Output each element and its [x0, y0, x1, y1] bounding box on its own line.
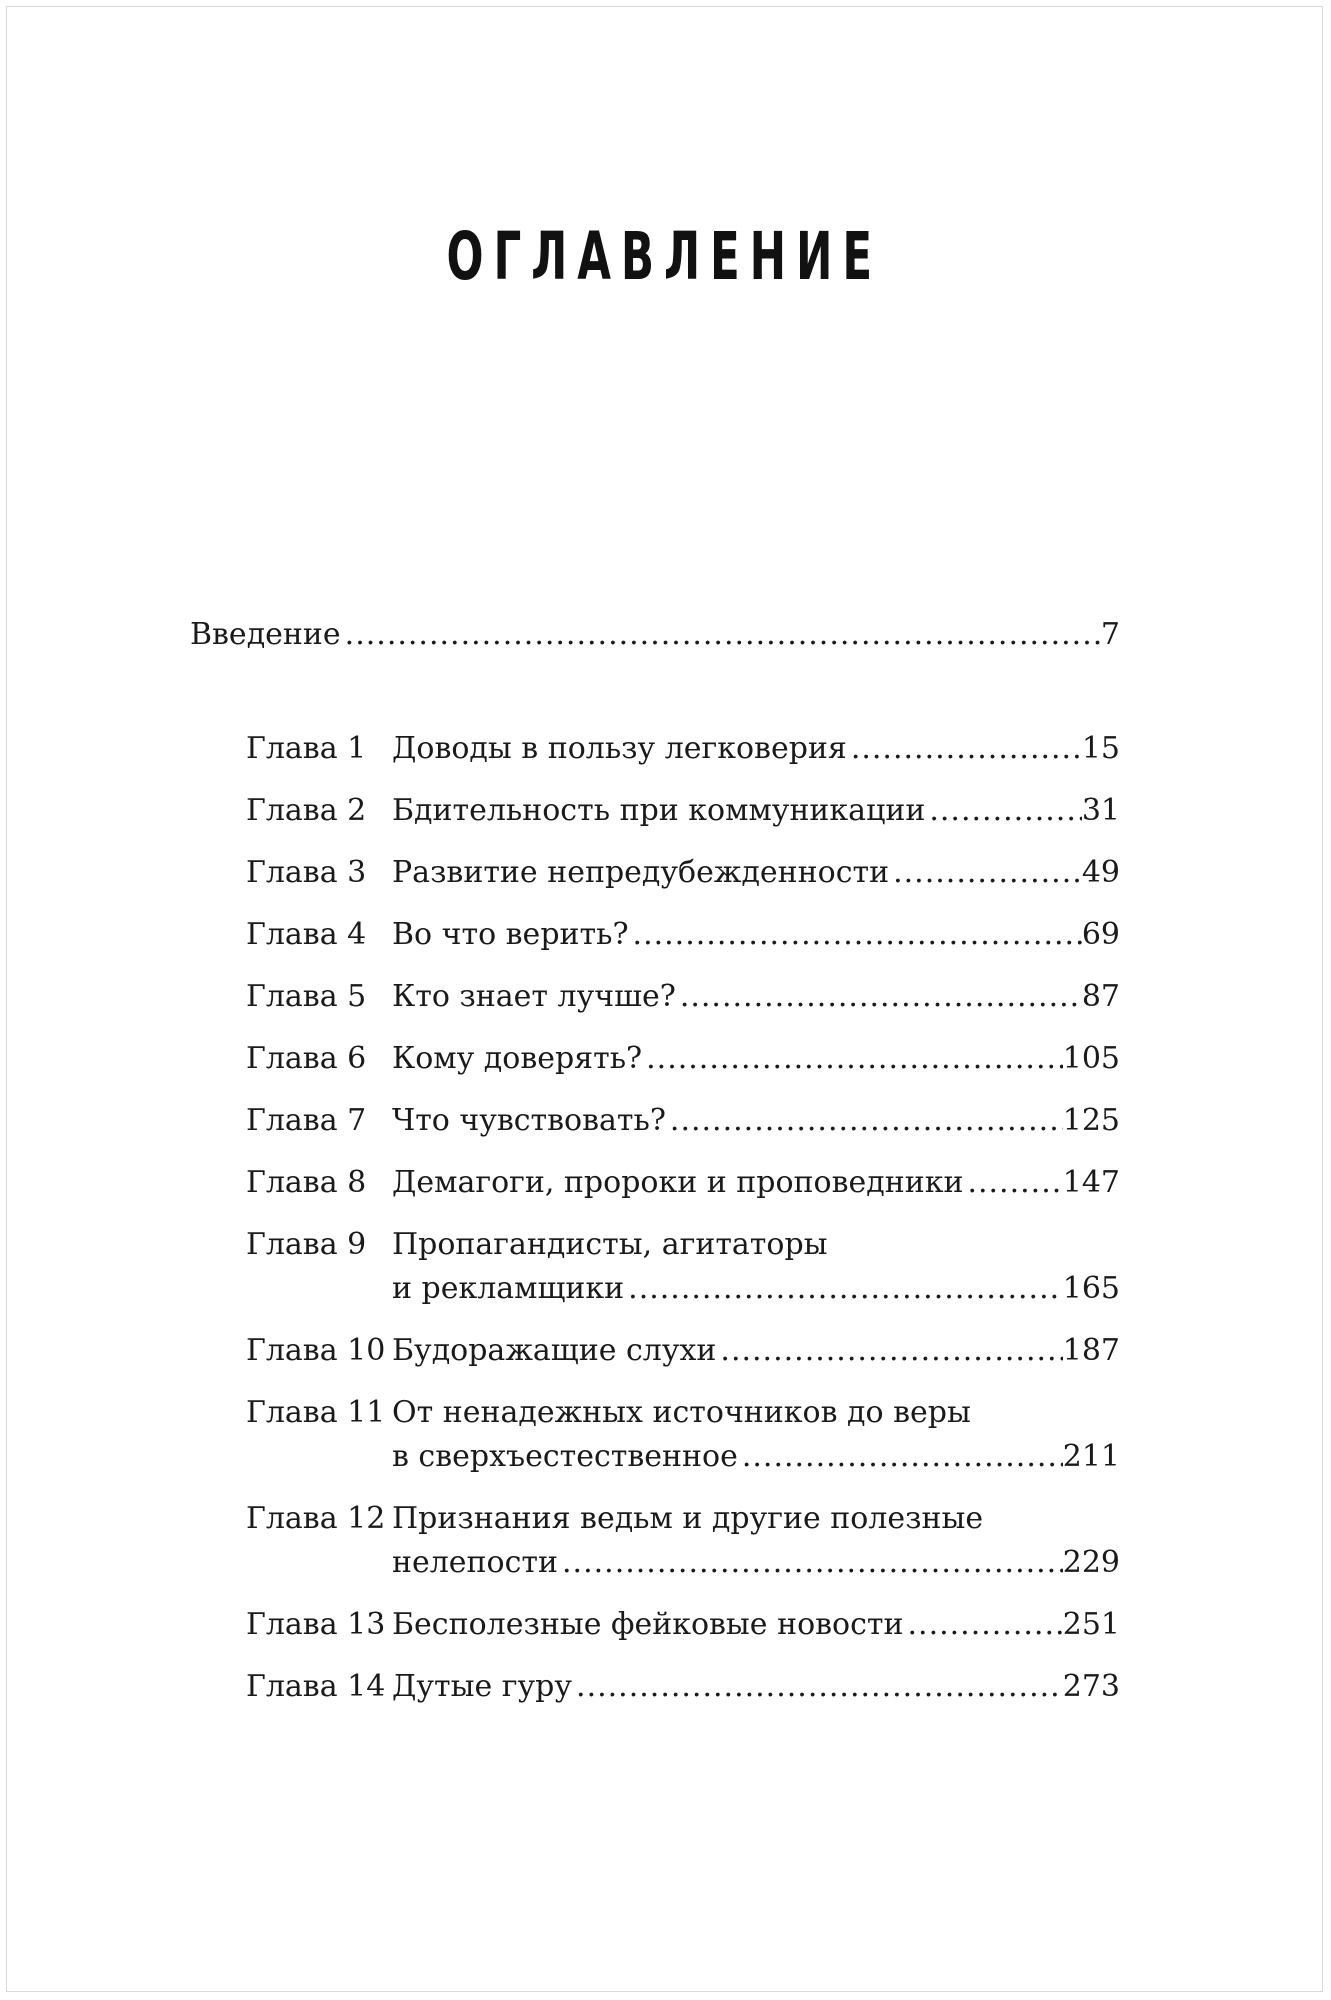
toc-chapter-entry: [246, 1037, 1120, 1081]
chapter-label: Глава 12: [246, 1501, 386, 1536]
chapter-page-number: 273: [1062, 1669, 1120, 1704]
chapter-label: Глава 10: [246, 1333, 386, 1368]
chapter-title-line: Пропагандисты, агитаторы: [392, 1227, 828, 1262]
chapter-title-block: [392, 1161, 1120, 1205]
chapter-title-line: [392, 727, 1120, 771]
dot-leader: [738, 1435, 1063, 1479]
dot-leader: [676, 975, 1082, 1019]
chapter-page-number: 69: [1081, 917, 1120, 952]
toc-chapter-entry: [246, 1223, 1120, 1311]
chapter-label: Глава 1: [246, 731, 367, 766]
chapter-title-line: [392, 851, 1120, 895]
dot-leader: [642, 1037, 1063, 1081]
toc-chapter-entry: [246, 1329, 1120, 1373]
chapter-page-number: 125: [1062, 1103, 1120, 1138]
chapter-label: Глава 5: [246, 979, 367, 1014]
dot-leader: [889, 851, 1082, 895]
chapter-page-number: 49: [1081, 855, 1120, 890]
chapter-label: Глава 7: [246, 1103, 367, 1138]
chapter-title-text: и рекламщики: [392, 1271, 625, 1306]
chapter-page-number: 211: [1062, 1439, 1120, 1474]
chapter-title-block: [392, 1223, 1120, 1311]
chapter-title-text: Кто знает лучше?: [392, 979, 676, 1014]
chapter-title-block: [392, 851, 1120, 895]
toc-chapter-entry: [246, 975, 1120, 1019]
chapter-title-line: От ненадежных источников до веры: [392, 1395, 971, 1430]
chapter-label: Глава 6: [246, 1041, 367, 1076]
chapter-label: Глава 3: [246, 855, 367, 890]
dot-leader: [847, 727, 1082, 771]
toc-chapter-entry: [246, 1665, 1120, 1709]
chapter-label: Глава 13: [246, 1607, 386, 1642]
dot-leader: [716, 1329, 1062, 1373]
chapter-title-text: Будоражащие слухи: [392, 1333, 717, 1368]
toc-intro-entry: [190, 617, 1120, 667]
chapter-title-line: [392, 1603, 1120, 1647]
chapter-label: Глава 14: [246, 1669, 386, 1704]
chapter-title-text: Кому доверять?: [392, 1041, 643, 1076]
chapter-title-line: Признания ведьм и другие полезные: [392, 1501, 984, 1536]
chapter-label: Глава 8: [246, 1165, 367, 1200]
toc-chapter-entry: [246, 1497, 1120, 1585]
chapter-title-line: [392, 913, 1120, 957]
chapter-page-number: 187: [1062, 1333, 1120, 1368]
chapter-title-line: [392, 1037, 1120, 1081]
toc-chapter-entry: [246, 1603, 1120, 1647]
chapter-title-line: [392, 1435, 1120, 1479]
chapter-title-line: [392, 1161, 1120, 1205]
dot-leader: [629, 913, 1082, 957]
chapter-title-line: [392, 1329, 1120, 1373]
chapter-page-number: 105: [1062, 1041, 1120, 1076]
chapter-title-text: нелепости: [392, 1545, 559, 1580]
dot-leader: [666, 1099, 1063, 1143]
chapter-page-number: 251: [1062, 1607, 1120, 1642]
toc-chapter-entry: [246, 789, 1120, 833]
chapter-title-text: Во что верить?: [392, 917, 629, 952]
chapter-label: Глава 9: [246, 1227, 367, 1262]
chapter-page-number: 165: [1062, 1271, 1120, 1306]
chapter-page-number: 147: [1062, 1165, 1120, 1200]
chapter-title-block: [392, 975, 1120, 1019]
chapter-title-text: Дутые гуру: [392, 1669, 573, 1704]
chapter-title-text: в сверхъестественное: [392, 1439, 738, 1474]
chapter-title-text: Бдительность при коммуникации: [392, 793, 926, 828]
page-title: ОГЛАВЛЕНИЕ: [446, 218, 883, 295]
chapter-title-text: Демагоги, пророки и проповедники: [392, 1165, 964, 1200]
chapter-title-line: [392, 1541, 1120, 1585]
chapter-page-number: 87: [1081, 979, 1120, 1014]
toc-chapter-entry: [246, 727, 1120, 771]
chapter-title-line: [392, 1099, 1120, 1143]
chapter-label: Глава 11: [246, 1395, 386, 1430]
toc-chapter-entry: [246, 1161, 1120, 1205]
toc-intro-page: 7: [1100, 617, 1120, 652]
dot-leader: [558, 1541, 1063, 1585]
chapter-title-line: [392, 1665, 1120, 1709]
toc-chapter-entry: [246, 851, 1120, 895]
chapter-page-number: 31: [1081, 793, 1120, 828]
dot-leader: [904, 1603, 1063, 1647]
chapter-title-block: [392, 1391, 1120, 1479]
chapter-title-text: Развитие непредубежденности: [392, 855, 890, 890]
chapter-title-line: [392, 789, 1120, 833]
chapter-title-block: [392, 1603, 1120, 1647]
chapter-title-block: [392, 913, 1120, 957]
toc-chapter-entry: [246, 1099, 1120, 1143]
dot-leader: [963, 1161, 1062, 1205]
chapter-title-text: Доводы в пользу легковерия: [392, 731, 847, 766]
chapter-title-line: [392, 975, 1120, 1019]
chapter-title-block: [392, 1099, 1120, 1143]
chapter-title-block: [392, 1037, 1120, 1081]
toc-intro-label: Введение: [190, 617, 341, 652]
dot-leader: [925, 789, 1081, 833]
toc-chapter-entry: [246, 1391, 1120, 1479]
chapter-page-number: 229: [1062, 1545, 1120, 1580]
chapter-label: Глава 2: [246, 793, 367, 828]
dot-leader: [572, 1665, 1063, 1709]
chapter-title-text: Что чувствовать?: [392, 1103, 666, 1138]
chapter-title-block: [392, 1329, 1120, 1373]
toc-chapter-list: [246, 727, 1120, 1727]
dot-leader: [341, 617, 1101, 652]
dot-leader: [624, 1267, 1063, 1311]
chapter-title-block: [392, 727, 1120, 771]
chapter-page-number: 15: [1081, 731, 1120, 766]
chapter-title-line: [392, 1267, 1120, 1311]
chapter-title-text: Бесполезные фейковые новости: [392, 1607, 904, 1642]
chapter-title-block: [392, 789, 1120, 833]
chapter-label: Глава 4: [246, 917, 367, 952]
chapter-title-block: [392, 1665, 1120, 1709]
toc-chapter-entry: [246, 913, 1120, 957]
chapter-title-block: [392, 1497, 1120, 1585]
